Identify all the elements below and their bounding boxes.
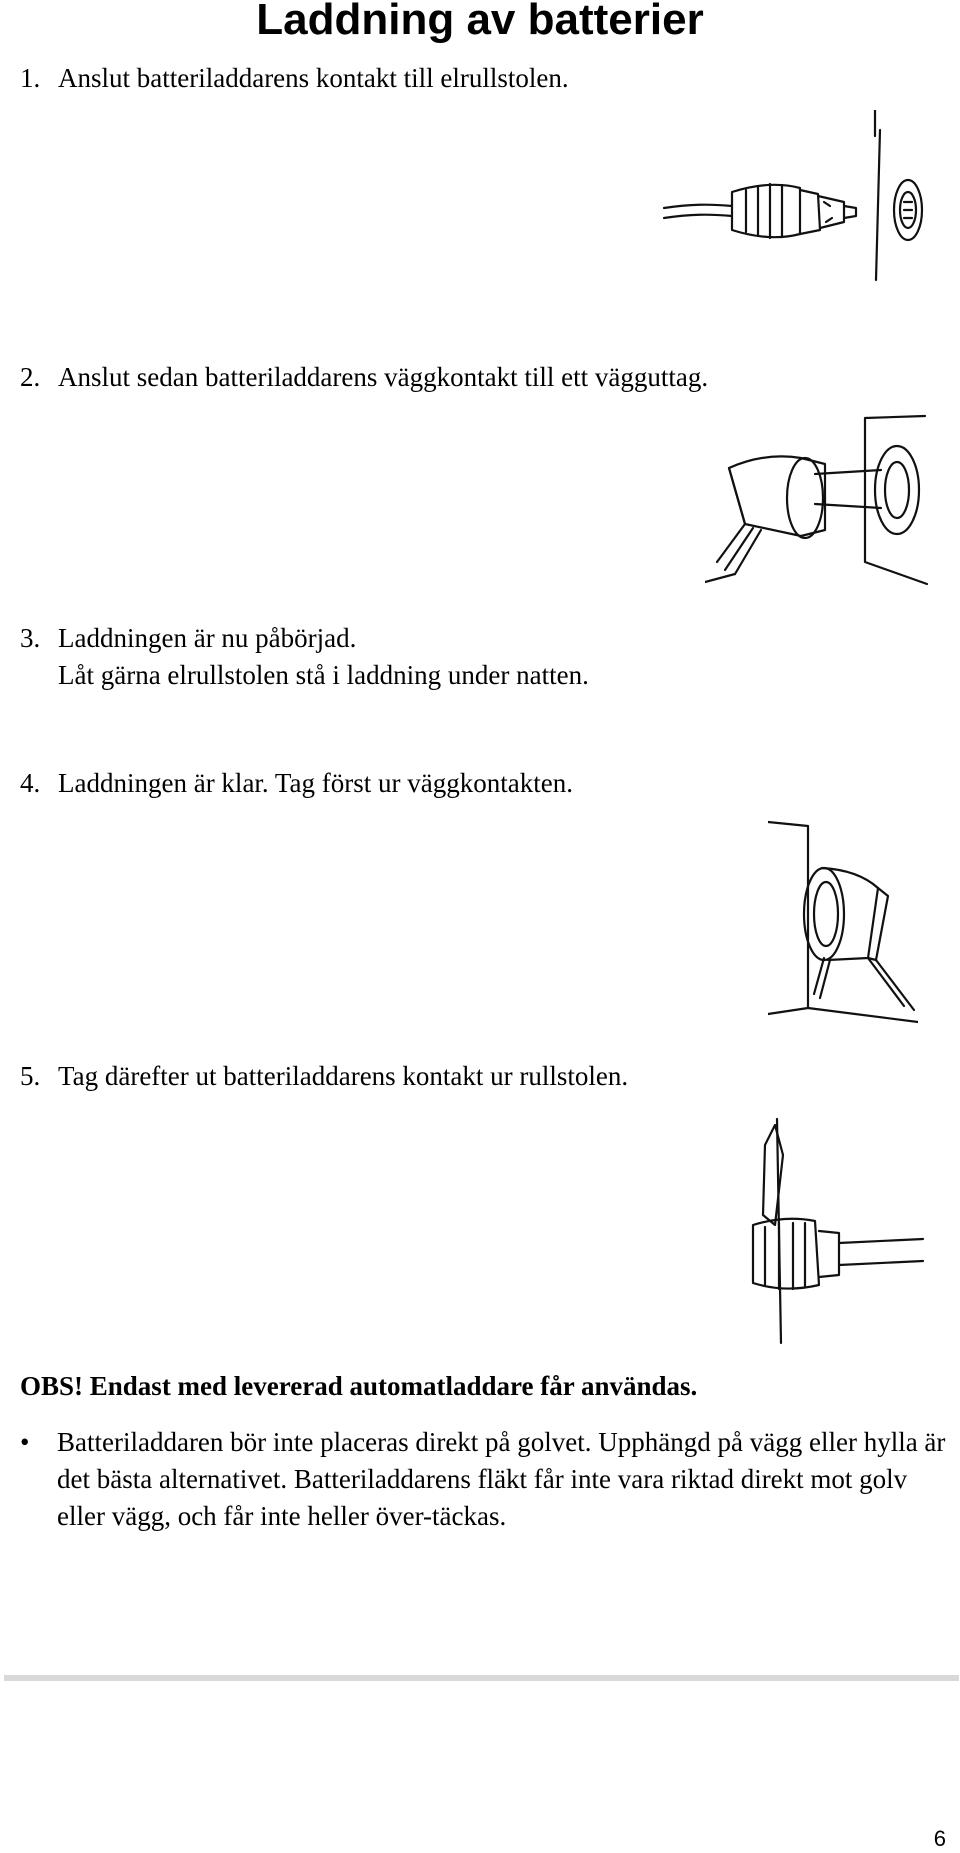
page-number: 6 xyxy=(933,1826,946,1851)
step-text: Anslut sedan batteriladdarens väggkontakt till ett vägguttag. xyxy=(58,362,709,392)
notice-warning: OBS! Endast med levererad automatladdare får användas. xyxy=(20,1371,698,1401)
step-2 xyxy=(20,359,708,395)
wall-plug-into-socket-icon xyxy=(705,412,930,592)
wall-plug-removed-icon xyxy=(768,818,918,1028)
charger-plug-into-wheelchair-icon xyxy=(660,110,925,285)
bullet-icon: • xyxy=(20,1427,30,1457)
step-3-continuation xyxy=(20,657,589,693)
step-number: 2. xyxy=(20,362,41,392)
step-number: 3. xyxy=(20,623,41,653)
bullet-text: Batteriladdaren bör inte placeras direkt på golvet. Upphängd på vägg eller hylla är det bästa alternativet. Batteriladdarens fläkt får inte vara riktad direkt mot golv eller vägg, och får inte heller över-täckas. xyxy=(57,1427,946,1531)
bullet-list-item xyxy=(20,1424,946,1535)
step-3 xyxy=(20,620,356,656)
step-text: Laddningen är nu påbörjad. xyxy=(58,623,357,653)
step-5 xyxy=(20,1058,628,1094)
page-title: Laddning av batterier xyxy=(256,0,704,44)
step-1 xyxy=(20,60,569,96)
step-4 xyxy=(20,765,573,801)
step-number: 4. xyxy=(20,768,41,798)
step-text: Låt gärna elrullstolen stå i laddning under natten. xyxy=(58,660,589,690)
step-number: 5. xyxy=(20,1061,41,1091)
step-text: Laddningen är klar. Tag först ur väggkontakten. xyxy=(58,768,573,798)
charger-plug-removed-icon xyxy=(735,1115,925,1345)
divider xyxy=(4,1675,959,1681)
step-text: Anslut batteriladdarens kontakt till elrullstolen. xyxy=(58,63,569,93)
step-text: Tag därefter ut batteriladdarens kontakt ur rullstolen. xyxy=(58,1061,629,1091)
step-number: 1. xyxy=(20,63,41,93)
